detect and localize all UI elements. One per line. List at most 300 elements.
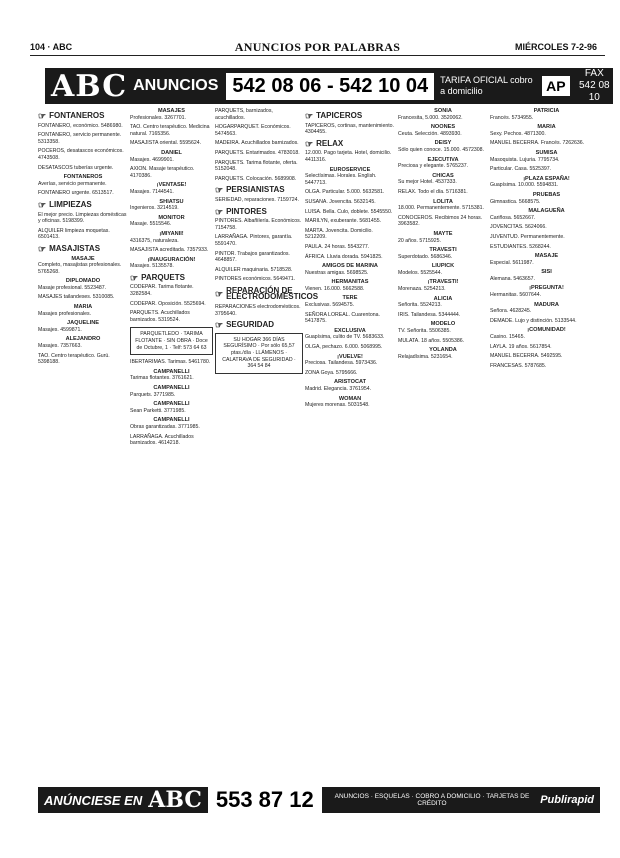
ad-heading: DEISY <box>434 140 452 147</box>
ad-text: SUSANA. Jovencita. 5632145. <box>305 198 376 205</box>
ad-text: Exclusivas. 5694575. <box>305 302 355 309</box>
classified-ad <box>398 140 488 153</box>
ad-heading: CAMPANELLI <box>153 385 190 391</box>
bottom-banner <box>38 787 600 813</box>
classified-ad <box>398 108 488 121</box>
section-heading <box>305 113 395 120</box>
ad-heading: PRUEBAS <box>532 191 561 198</box>
footer-phone: 553 87 12 <box>208 787 322 813</box>
section-heading <box>305 138 395 149</box>
ad-heading: FONTANEROS <box>63 174 103 181</box>
classified-ad <box>215 304 303 317</box>
column-2 <box>130 108 213 790</box>
ad-heading: DANIEL <box>161 149 182 156</box>
column-4 <box>305 108 395 790</box>
classified-ad <box>38 353 128 366</box>
ad-text: Sean Parketti. 3771985. <box>130 407 186 414</box>
ad-text: OLGA, pechazo. 6.000. 5068995. <box>305 344 383 351</box>
ad-heading: SISI <box>541 269 552 276</box>
ad-heading: DIPLOMADO <box>65 278 101 285</box>
classified-ad <box>130 369 213 382</box>
classified-ad <box>130 150 213 163</box>
ad-text: Nuestras amigas. 5698525. <box>305 269 369 276</box>
ad-text: 20 años. 5715925. <box>398 237 441 244</box>
banner-fax: FAX 542 08 10 <box>579 68 610 103</box>
classified-ad <box>305 328 395 341</box>
classified-ad <box>305 354 395 367</box>
ad-text: Alemana. 5463657. <box>490 275 535 282</box>
classified-ad <box>38 148 128 161</box>
ad-text: FRANCESAS. 5787685. <box>490 362 547 369</box>
ad-heading: CAMPANELLI <box>153 401 190 408</box>
ad-heading: TERE <box>342 295 358 302</box>
ad-text: OLGA. Particular. 5.000. 5632581. <box>305 189 385 196</box>
ad-heading: ¡INAUGURACIÓN! <box>147 256 196 263</box>
classified-ad <box>215 108 303 121</box>
section-heading <box>215 322 303 329</box>
ad-text: POCEROS, desatascos económicos. 4743508. <box>38 148 124 161</box>
top-banner <box>45 68 613 104</box>
classified-ad <box>490 166 603 173</box>
pointing-hand-icon: ☞ <box>215 185 224 196</box>
classified-ad <box>38 294 128 301</box>
section-heading-text: REPARACIÓN DE ELECTRODOMÉSTICOS <box>226 285 319 302</box>
classified-ad <box>398 199 488 212</box>
classified-ad <box>38 336 128 349</box>
classified-ad <box>305 228 395 241</box>
ad-text: Masajes profesionales. <box>38 310 92 317</box>
ad-heading: CAMPANELLI <box>153 368 190 375</box>
ad-text: ALQUILER limpieza moquetas. 6501413. <box>38 227 110 241</box>
ad-text: 4316375, naturaleza. <box>130 237 179 244</box>
ad-heading: ARISTOCAT <box>333 379 367 386</box>
classified-ad <box>398 173 488 186</box>
section-heading <box>215 206 303 217</box>
pointing-hand-icon: ☞ <box>305 138 314 149</box>
classified-ad <box>490 192 603 205</box>
classified-ad <box>215 218 303 231</box>
ad-heading: PATRICIA <box>533 108 560 114</box>
ad-heading: SONIA <box>434 108 452 114</box>
ad-heading: JAQUELINE <box>66 320 99 327</box>
classified-ad <box>130 247 213 254</box>
ad-heading: MASAJE <box>71 255 95 262</box>
ad-text: LUISA. Bella. Culo, doblete. 5545550. <box>305 208 393 215</box>
classified-ad <box>130 215 213 228</box>
ad-heading: MONITOR <box>158 214 185 221</box>
classified-ad <box>215 276 303 283</box>
classified-ad <box>215 176 303 183</box>
classified-ad <box>130 359 213 366</box>
classified-ad <box>38 256 128 276</box>
classified-ad <box>215 160 303 173</box>
classified-ad <box>215 197 303 204</box>
classified-ad <box>490 108 603 121</box>
classified-ad <box>305 370 395 377</box>
ad-text: Masaje profesional. 5523487. <box>38 284 107 291</box>
ad-text: HOGARPARQUET. Económicos. 5474563. <box>215 124 291 137</box>
ad-text: ESTUDIANTES. 5268244. <box>490 243 551 250</box>
ad-text: PAULA. 24 horas. 5543277. <box>305 243 370 250</box>
ad-text: Masoquista. Lujuria. 7795734. <box>490 156 560 163</box>
ad-text: Masajes. 5135578. <box>130 263 174 270</box>
ad-heading: HERMANITAS <box>331 279 369 286</box>
ad-heading: WOMAN <box>338 395 362 402</box>
ad-text: CODEPAR. Tarima flotante. 3282584. <box>130 284 194 298</box>
ad-text: Guapísima. 10.000. 5594831. <box>490 182 559 189</box>
ad-text: Masajes. 4599871. <box>38 326 82 333</box>
ad-text: PARQUETS. Entarimados. 4783018. <box>215 149 300 156</box>
ad-text: ALQUILER maquinaria. 5718528. <box>215 266 293 273</box>
ad-text: CODEPAR. Oposición. 5525694. <box>130 300 206 307</box>
boxed-ad: PARQUETLEDO · TARIMA FLOTANTE · SIN OBRA · Doce de Octubre, 1 · Telf: 573 64 63 <box>130 327 213 355</box>
ad-text: TV. Señorita. 5506385. <box>398 328 451 335</box>
classified-ad <box>38 304 128 317</box>
classified-ad <box>215 234 303 247</box>
ad-heading: MAYTE <box>433 230 453 237</box>
classified-ad <box>305 396 395 409</box>
column-6 <box>490 108 603 790</box>
ap-logo: AP <box>542 76 569 96</box>
classified-ad <box>398 347 488 360</box>
ad-heading: EJECUTIVA <box>427 156 459 163</box>
ad-text: IRIS. Tailandesa. 5344444. <box>398 311 461 318</box>
classified-ad <box>490 208 603 221</box>
pointing-hand-icon: ☞ <box>215 320 224 331</box>
ad-text: Obras garantizadas. 3771985. <box>130 423 200 430</box>
section-heading-text: PARQUETS <box>141 272 185 282</box>
ad-text: JOVENCITAS. 5624066. <box>490 224 547 231</box>
ad-text: Sólo quien conoce. 15.000. 4572308. <box>398 146 484 153</box>
classified-ad <box>490 234 603 241</box>
classified-ad <box>398 338 488 345</box>
classified-ad <box>130 182 213 195</box>
section-heading <box>38 199 128 210</box>
classified-ad <box>130 124 213 137</box>
classified-ad <box>38 132 128 145</box>
classified-ad <box>490 353 603 360</box>
ad-heading: MADURA <box>534 301 559 308</box>
ad-text: Preciosa. Tailandesa. 5973436. <box>305 360 378 367</box>
ad-text: SERIEDAD, reparaciones. 7159724. <box>215 196 299 203</box>
classified-ad <box>38 174 128 187</box>
ad-heading: ¡PREGUNTA! <box>529 285 564 292</box>
ad-heading: SUMISA <box>535 149 558 156</box>
ad-text: Mujeres morenas. 5031548. <box>305 402 370 409</box>
classified-ad <box>305 189 395 196</box>
classified-ad <box>305 344 395 351</box>
section-heading-text: PINTORES <box>226 206 267 216</box>
classified-ad <box>130 166 213 179</box>
classified-ad <box>305 279 395 292</box>
ad-heading: MASAJE <box>534 253 559 260</box>
ad-text: Guapísima, culito de TV. 5683633. <box>305 334 385 341</box>
ad-text: Francés. 5734955. <box>490 114 534 121</box>
classified-ad <box>130 140 213 147</box>
classified-ad <box>215 251 303 264</box>
ad-text: ZONA Goya. 5795666. <box>305 369 358 376</box>
classified-ad <box>130 310 213 323</box>
ad-text: RELAX. Todo el día. 5716381. <box>398 188 468 195</box>
classified-ad <box>215 124 303 137</box>
ad-text: TAPICEROS, cortinas, mantenimiento. 4304455. <box>305 122 394 136</box>
ad-text: Ceuta. Selección. 4893930. <box>398 130 462 137</box>
classified-ad <box>305 209 395 216</box>
classified-ad <box>305 123 395 136</box>
footer-abc-logo: ABC <box>148 787 202 813</box>
ad-text: Profesionales. 3267701. <box>130 114 186 121</box>
classified-ad <box>490 150 603 163</box>
classified-ad <box>398 124 488 137</box>
ad-text: MANUEL BECERRA. 5492595. <box>490 353 563 360</box>
section-heading <box>215 187 303 194</box>
classified-ad <box>305 254 395 261</box>
page-title: ANUNCIOS POR PALABRAS <box>234 40 401 54</box>
ad-heading: ALEJANDRO <box>65 336 101 343</box>
classified-ad <box>38 228 128 241</box>
ad-text: MASAJISTA acreditada. 7357933. <box>130 247 209 254</box>
ad-text: MADEIRA. Acuchillados barnizados. <box>215 140 299 147</box>
ad-heading: ¡MIYANII! <box>159 230 184 237</box>
ad-text: Masajes. 7357663. <box>38 343 82 350</box>
classified-ad <box>305 244 395 251</box>
ad-text: TAO. Centro terapéutico. Gurú. 5398188. <box>38 352 110 366</box>
classified-ad <box>490 344 603 351</box>
ad-heading: CHICAS <box>432 172 454 179</box>
ad-text: Completo, masajistas profesionales. 5765268. <box>38 262 122 275</box>
ad-heading: ¡TRAVESTI! <box>427 279 459 286</box>
ad-text: Francesita, 5.000. 3520062. <box>398 114 463 121</box>
ad-text: El mejor precio. Limpiezas domésticas y oficinas. 5198399. <box>38 211 127 225</box>
classified-ad <box>398 189 488 196</box>
ad-text: Señora. 4628245. <box>490 308 532 315</box>
ad-text: Masajes. 7144541. <box>130 188 174 195</box>
classified-ad <box>215 140 303 147</box>
column-3 <box>215 108 319 790</box>
ad-heading: ¡PLAZA ESPAÑA! <box>523 175 570 182</box>
ad-text: Averías, servicio permanente. <box>38 180 107 187</box>
classified-ad <box>398 296 488 309</box>
classified-ad <box>490 269 603 282</box>
classified-ad <box>215 150 303 157</box>
ad-text: Vienen. 16.000. 5662588. <box>305 285 365 292</box>
ad-heading: MARIA <box>537 124 556 131</box>
section-heading-text: MASAJISTAS <box>49 243 101 253</box>
pointing-hand-icon: ☞ <box>130 272 139 283</box>
ad-text: Casino. 15465. <box>490 334 525 341</box>
ad-text: PARQUETS. Acuchillados barnizados. 5319524. <box>130 310 190 323</box>
ad-text: LAYLA. 19 años. 5617854. <box>490 343 552 350</box>
ad-text: Relajadísima. 5231654. <box>398 353 453 360</box>
ad-text: Especial. 5611987. <box>490 259 534 266</box>
classified-ad <box>130 385 213 398</box>
section-heading <box>130 272 213 283</box>
column-1 <box>38 108 128 790</box>
pointing-hand-icon: ☞ <box>215 289 224 300</box>
ad-text: Masajes. 4699901. <box>130 156 174 163</box>
classified-ad <box>130 108 213 121</box>
ad-text: Superdotado. 5686346. <box>398 253 453 260</box>
ad-heading: EUROSERVICE <box>329 166 371 173</box>
ad-text: PINTORES. Albañilería. Económicos. 7154758. <box>215 218 302 231</box>
ad-text: Parquets. 3771985. <box>130 391 176 398</box>
classified-ad <box>490 140 603 147</box>
classified-ad <box>490 253 603 266</box>
classified-ad <box>490 327 603 340</box>
classified-ad <box>398 231 488 244</box>
ad-text: Preciosa y elegante. 5765237. <box>398 163 469 170</box>
ad-heading: LIUPICK <box>431 263 455 270</box>
page-header <box>30 40 605 56</box>
classified-ad <box>38 278 128 291</box>
classified-ad <box>305 167 395 187</box>
classified-ad <box>398 279 488 292</box>
ad-text: Tarimas flotantes. 3761621. <box>130 375 194 382</box>
ad-text: ÁFRICA. Lluvia dorada. 5941825. <box>305 253 383 260</box>
section-heading-text: RELAX <box>316 138 344 148</box>
ad-text: Cariñosa. 5652667. <box>490 214 536 221</box>
ad-text: LARRAÑAGA. Pintores, garantía. 5591470. <box>215 234 293 247</box>
ad-text: LARRAÑAGA. Acuchillados barnizados. 4614218. <box>130 433 194 447</box>
banner-phone: 542 08 06 - 542 10 04 <box>226 73 434 100</box>
ad-heading: MASAJES <box>157 108 186 114</box>
ad-text: Particular. Casa. 5525397. <box>490 166 552 173</box>
classified-ad <box>38 190 128 197</box>
ad-text: 12.000. Pago tarjeta. Hotel, domicilio. 4411316. <box>305 150 392 163</box>
ad-heading: ALICIA <box>433 295 453 302</box>
classified-ad <box>490 176 603 189</box>
classified-ad <box>130 434 213 447</box>
classified-ad <box>490 244 603 251</box>
ad-text: PARQUETS. Tarima flotante, oferta. 5152048. <box>215 159 298 173</box>
ad-text: MULATA. 18 años. 5505386. <box>398 337 465 344</box>
classified-ad <box>490 124 603 137</box>
section-heading-text: PERSIANISTAS <box>226 185 285 195</box>
classified-ad <box>398 157 488 170</box>
ad-text: PINTORES económicos. 5649471. <box>215 276 296 283</box>
abc-logo: ABC <box>51 68 128 104</box>
ad-text: REPARACIONES electrodomésticos. 3795640. <box>215 304 301 317</box>
classified-ad <box>398 247 488 260</box>
ad-text: MARTA. Jovencita. Domicilio. 5212209. <box>305 227 373 241</box>
ad-heading: AMIGOS DE MARINA <box>322 263 378 270</box>
ad-heading: ¡VUELVE! <box>337 353 363 360</box>
ad-text: Señorita. 5524213. <box>398 302 442 309</box>
ad-text: CONOCEROS. Recibimos 24 horas. 3963582. <box>398 214 483 228</box>
page-number: 104 · ABC <box>30 42 73 52</box>
ad-heading: EXCLUSIVA <box>334 327 366 334</box>
ad-heading: ¡COMUNIDAD! <box>527 327 566 334</box>
ad-heading: MALAGUEÑA <box>528 208 565 215</box>
ad-text: TAO. Centro terapéutico. Medicina natural. 7165356. <box>130 124 210 137</box>
page-date: MIÉRCOLES 7-2-96 <box>514 42 597 52</box>
section-heading <box>38 243 128 254</box>
ad-heading: MODELO <box>430 321 456 328</box>
classified-ad <box>305 295 395 308</box>
ad-text: FONTANERO urgente. 6513517. <box>38 190 114 197</box>
classified-ad <box>398 215 488 228</box>
classified-ad <box>130 231 213 244</box>
footer-anunciese: ANÚNCIESE EN <box>44 792 143 808</box>
classified-ad <box>305 263 395 276</box>
ad-text: FONTANERO, servicio permanente. 5313358. <box>38 132 122 145</box>
ad-text: MARILYN, exuberante. 5681455. <box>305 218 382 225</box>
classified-ad <box>490 363 603 370</box>
classified-ad <box>130 257 213 270</box>
classified-ad <box>305 199 395 206</box>
ad-text: Sexy. Pechos. 4871300. <box>490 130 546 137</box>
ad-text: IBERTARIMAS. Tarimas. 5461780. <box>130 359 211 366</box>
classified-ad <box>130 199 213 212</box>
classified-ad <box>305 379 395 392</box>
ad-text: PINTOR. Trabajos garantizados. 4648857. <box>215 250 290 264</box>
classified-ad <box>38 165 128 172</box>
boxed-ad: SU HOGAR 366 DÍAS SEGURÍSIMO · Por sólo 65,57 ptas./día · LLÁMENOS · CALATRAVA DE SEGURIDAD · 364 54 84 <box>215 333 303 374</box>
banner-anuncios: ANUNCIOS <box>133 77 219 94</box>
pointing-hand-icon: ☞ <box>38 111 47 121</box>
ad-text: Hermanitas. 5607644. <box>490 292 542 299</box>
classified-ad <box>490 318 603 325</box>
ad-text: DESATASCOS tuberías urgente. <box>38 164 114 171</box>
ad-heading: CAMPANELLI <box>153 417 190 424</box>
classified-ad <box>305 218 395 225</box>
ad-heading: TRAVESTI <box>429 247 457 254</box>
footer-info: ANUNCIOS · ESQUELAS · COBRO A DOMICILIO · TARJETAS DE CRÉDITO <box>334 792 530 807</box>
ad-text: Su mejor Hotel. 4537333. <box>398 179 457 186</box>
pointing-hand-icon: ☞ <box>215 206 224 217</box>
column-5 <box>398 108 488 790</box>
ad-text: AXION. Masaje terapéutico. 4170386. <box>130 166 195 179</box>
banner-tarifa: TARIFA OFICIAL cobro a domicilio <box>440 75 533 96</box>
classified-ad <box>38 123 128 130</box>
ad-text: Selectísimas. Horales. English. 5447713. <box>305 173 377 186</box>
ad-text: 18.000. Permanentemente. 5715381. <box>398 205 484 212</box>
ad-text: FONTANERO, económico. 5486980. <box>38 122 123 129</box>
section-heading-text: SEGURIDAD <box>226 320 275 330</box>
classified-ad <box>130 301 213 308</box>
ad-heading: YOLANDA <box>429 347 457 354</box>
ad-heading: MARIA <box>73 304 93 311</box>
classified-ad <box>130 284 213 297</box>
ad-text: Morenaza. 5254213. <box>398 286 446 293</box>
ad-text: Masaje. 5515546. <box>130 221 172 228</box>
ad-text: Gimnastica. 5668575. <box>490 198 541 205</box>
classified-ad <box>305 312 395 325</box>
ad-text: JUVENTUD. Permanentemente. <box>490 233 565 240</box>
pointing-hand-icon: ☞ <box>38 243 47 254</box>
classified-ad <box>38 320 128 333</box>
classified-ad <box>130 401 213 414</box>
classified-ad <box>38 212 128 225</box>
ad-text: Ingenieros. 3214519. <box>130 205 179 212</box>
section-heading-text: FONTANEROS <box>49 111 105 120</box>
classified-ad <box>130 417 213 430</box>
ad-text: MASAJES tailandeses. 5310085. <box>38 294 115 301</box>
ad-heading: LOLITA <box>433 198 453 205</box>
classified-ad <box>490 302 603 315</box>
ad-text: PARQUETS, barnizados, acuchillados. <box>215 108 273 121</box>
classified-ad <box>398 312 488 319</box>
classified-ad <box>215 267 303 274</box>
classified-ad <box>398 263 488 276</box>
ad-text: Modelos. 5525544. <box>398 269 443 276</box>
ad-text: MANUEL BECERRA. Francés. 7262636. <box>490 140 585 147</box>
ad-heading: SHIATSU <box>159 198 184 205</box>
section-heading-text: LIMPIEZAS <box>49 199 92 209</box>
publirapid-logo: Publirapid <box>540 794 594 806</box>
section-heading <box>38 113 128 120</box>
ad-text: SEÑORA LOREAL. Cuarentona. 5417875. <box>305 311 380 325</box>
